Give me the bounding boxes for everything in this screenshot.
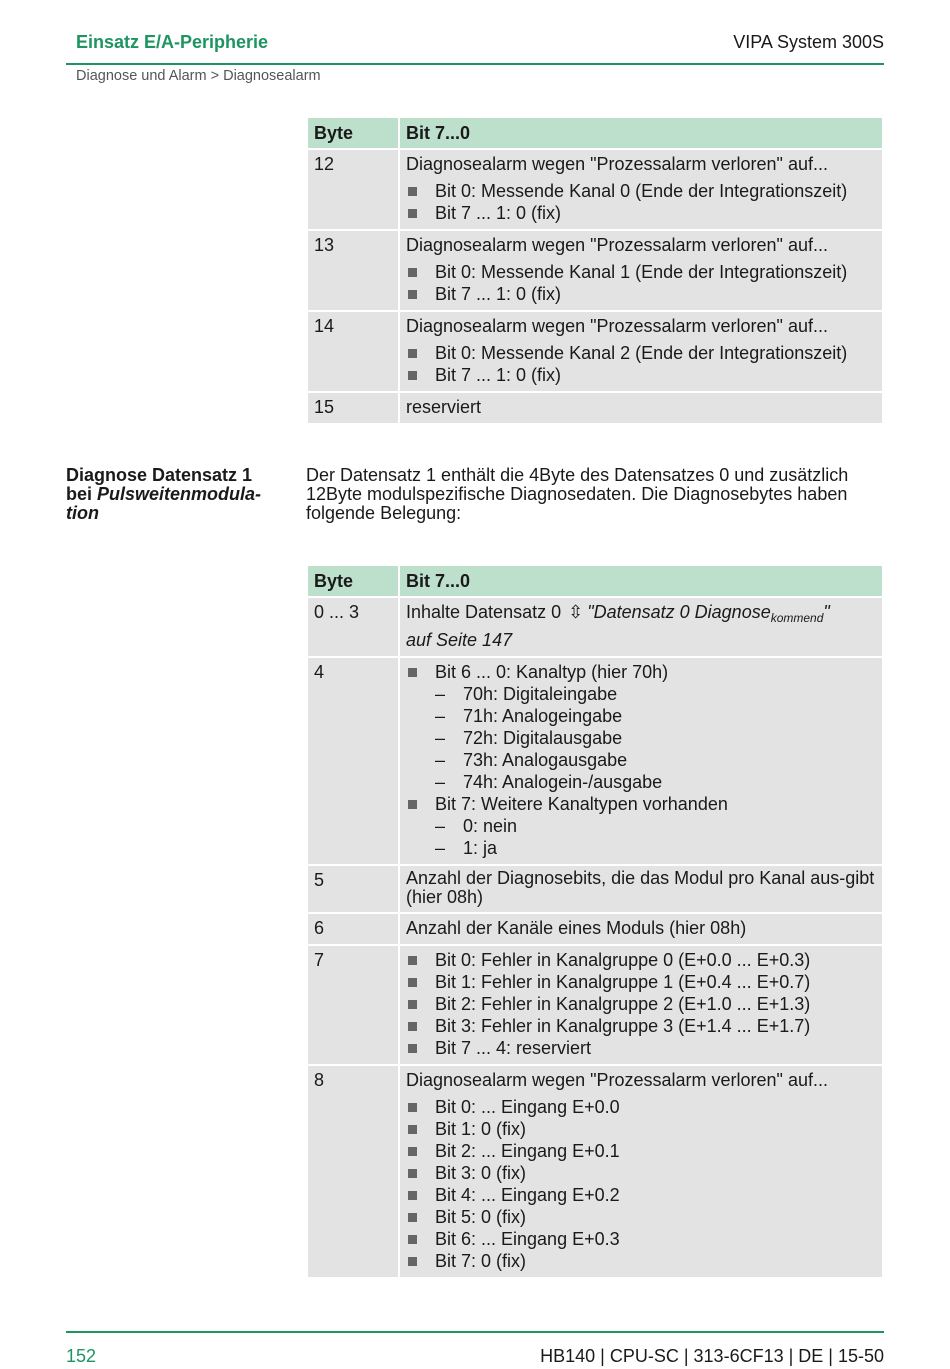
list-item: Bit 4: ... Eingang E+0.2 <box>406 1184 876 1206</box>
list-item: Bit 1: Fehler in Kanalgruppe 1 (E+0.4 ... E+0.7) <box>406 971 876 993</box>
reference-page: auf Seite 147 <box>406 630 513 650</box>
byte-cell: 15 <box>308 393 398 423</box>
list-item: Bit 7: 0 (fix) <box>406 1250 876 1272</box>
list-item: Bit 0: Messende Kanal 0 (Ende der Integrationszeit) <box>406 180 876 202</box>
dash-list <box>435 683 876 793</box>
section-title: Einsatz E/A-Peripherie <box>76 32 269 52</box>
column-header-byte: Byte <box>308 566 398 596</box>
list-item: Bit 5: 0 (fix) <box>406 1206 876 1228</box>
row-lead-text: Diagnosealarm wegen "Prozessalarm verloren" auf... <box>406 235 828 255</box>
table-row <box>308 1066 882 1277</box>
diagnose-table-datensatz-1 <box>306 564 884 1279</box>
table-header-row <box>308 566 882 596</box>
bits-cell: reserviert <box>400 393 882 423</box>
column-header-bits: Bit 7...0 <box>400 118 882 148</box>
table-row <box>308 914 882 944</box>
byte-cell: 13 <box>308 231 398 310</box>
list-item: Bit 7 ... 1: 0 (fix) <box>406 364 876 386</box>
bits-cell <box>400 150 882 229</box>
side-heading-italic: Pulsweitenmodula-tion <box>66 484 262 523</box>
byte-cell: 6 <box>308 914 398 944</box>
row-lead-text: Diagnosealarm wegen "Prozessalarm verloren" auf... <box>406 1070 828 1090</box>
list-item: Bit 3: Fehler in Kanalgruppe 3 (E+1.4 ... E+1.7) <box>406 1015 876 1037</box>
list-item: Bit 7 ... 4: reserviert <box>406 1037 876 1059</box>
dash-item: – 74h: Analogein-/ausgabe <box>435 771 876 793</box>
byte-cell: 14 <box>308 312 398 391</box>
table-row <box>308 946 882 1064</box>
reference-close-quote: " <box>823 602 830 622</box>
footer-rule <box>66 1331 884 1333</box>
row-text: Inhalte Datensatz 0 <box>406 602 562 622</box>
table-row <box>308 312 882 391</box>
bits-cell: Anzahl der Kanäle eines Moduls (hier 08h) <box>400 914 882 944</box>
bits-cell: Anzahl der Diagnosebits, die das Modul pro Kanal aus-gibt (hier 08h) <box>400 866 882 912</box>
list-item: Bit 0: ... Eingang E+0.0 <box>406 1096 876 1118</box>
byte-cell: 7 <box>308 946 398 1064</box>
list-item: Bit 6: ... Eingang E+0.3 <box>406 1228 876 1250</box>
list-item: Bit 0: Messende Kanal 2 (Ende der Integrationszeit) <box>406 342 876 364</box>
page-number: 152 <box>66 1346 97 1366</box>
list-item: Bit 1: 0 (fix) <box>406 1118 876 1140</box>
bullet-list <box>406 342 876 386</box>
breadcrumb: Diagnose und Alarm > Diagnosealarm <box>76 68 321 84</box>
list-item: Bit 7 ... 1: 0 (fix) <box>406 283 876 305</box>
list-item: Bit 2: ... Eingang E+0.1 <box>406 1140 876 1162</box>
dash-item: – 0: nein <box>435 815 876 837</box>
reference-title: "Datensatz 0 Diagnose <box>587 602 771 622</box>
table-row <box>308 150 882 229</box>
bullet-list <box>406 180 876 224</box>
list-item <box>406 793 876 859</box>
row-lead-text: Diagnosealarm wegen "Prozessalarm verloren" auf... <box>406 316 828 336</box>
list-item: Bit 0: Fehler in Kanalgruppe 0 (E+0.0 ... E+0.3) <box>406 949 876 971</box>
bits-cell <box>400 658 882 864</box>
byte-cell: 12 <box>308 150 398 229</box>
intro-paragraph: Der Datensatz 1 enthält die 4Byte des Datensatzes 0 und zusätzlich 12Byte modulspezifische Diagnosedaten. Die Diagnosebytes haben folgende Belegung: <box>306 465 849 523</box>
table-row <box>308 658 882 864</box>
bits-cell <box>400 946 882 1064</box>
table-header-row <box>308 118 882 148</box>
byte-cell: 5 <box>308 866 398 912</box>
link-arrow-icon: ⇳ <box>568 602 584 622</box>
bits-cell <box>400 598 882 656</box>
byte-cell: 0 ... 3 <box>308 598 398 656</box>
list-item <box>406 661 876 793</box>
table-row <box>308 393 882 423</box>
list-item: Bit 0: Messende Kanal 1 (Ende der Integrationszeit) <box>406 261 876 283</box>
side-heading <box>66 466 281 523</box>
dash-item: – 72h: Digitalausgabe <box>435 727 876 749</box>
column-header-bits: Bit 7...0 <box>400 566 882 596</box>
reference-subscript: kommend <box>770 611 824 625</box>
header-rule <box>66 63 884 65</box>
list-item-text: Bit 7: Weitere Kanaltypen vorhanden <box>435 794 728 814</box>
row-lead-text: Diagnosealarm wegen "Prozessalarm verloren" auf... <box>406 154 828 174</box>
product-name: VIPA System 300S <box>733 32 884 52</box>
bullet-list <box>406 661 876 859</box>
list-item: Bit 3: 0 (fix) <box>406 1162 876 1184</box>
column-header-byte: Byte <box>308 118 398 148</box>
table-row <box>308 598 882 656</box>
document-id: HB140 | CPU-SC | 313-6CF13 | DE | 15-50 <box>540 1346 884 1366</box>
dash-item: – 1: ja <box>435 837 876 859</box>
byte-cell: 4 <box>308 658 398 864</box>
table-row <box>308 866 882 912</box>
byte-cell: 8 <box>308 1066 398 1277</box>
dash-item: – 73h: Analogausgabe <box>435 749 876 771</box>
bullet-list <box>406 261 876 305</box>
bits-cell <box>400 1066 882 1277</box>
bullet-list <box>406 1096 876 1272</box>
list-item-text: Bit 6 ... 0: Kanaltyp (hier 70h) <box>435 662 669 682</box>
bits-cell <box>400 312 882 391</box>
bits-cell <box>400 231 882 310</box>
diagnose-table-bytes-12-15 <box>306 116 884 425</box>
list-item: Bit 2: Fehler in Kanalgruppe 2 (E+1.0 ... E+1.3) <box>406 993 876 1015</box>
dash-item: – 71h: Analogeingabe <box>435 705 876 727</box>
table-row <box>308 231 882 310</box>
dash-list <box>435 815 876 859</box>
list-item: Bit 7 ... 1: 0 (fix) <box>406 202 876 224</box>
side-heading-bold: Diagnose Datensatz 1 bei <box>66 465 253 504</box>
dash-item: – 70h: Digitaleingabe <box>435 683 876 705</box>
bullet-list <box>406 949 876 1059</box>
